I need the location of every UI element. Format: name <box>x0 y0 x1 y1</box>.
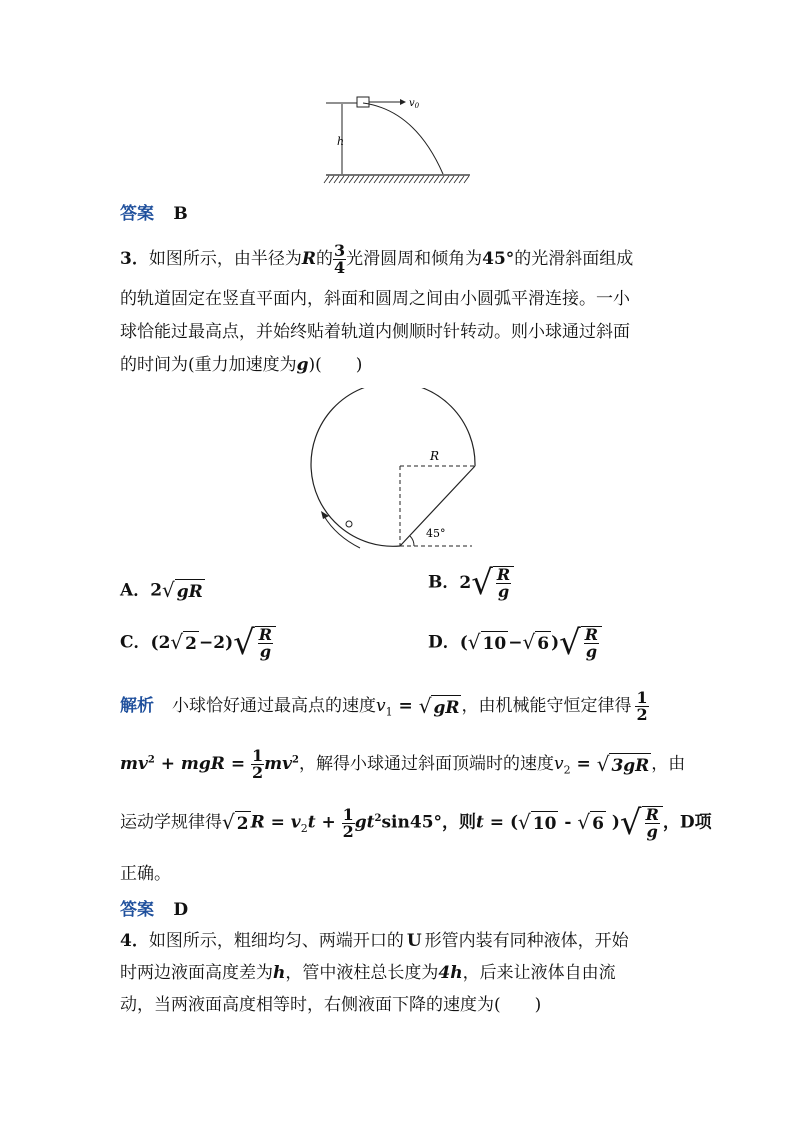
answer-value: D <box>173 900 189 920</box>
option-part: −2) <box>199 633 234 653</box>
question-number: 3． <box>120 249 149 269</box>
trajectory <box>363 103 443 174</box>
formula-sub: 2 <box>300 821 308 835</box>
option-label: A． <box>120 580 151 601</box>
circular-track <box>311 388 475 546</box>
h-symbol: h <box>273 963 286 983</box>
answer-label: 答案 <box>120 900 154 920</box>
radius-symbol: R <box>301 249 316 269</box>
formula-part: sin45°，则 <box>381 812 477 833</box>
v1-sub: 1 <box>385 705 393 719</box>
analysis-line-3 <box>120 803 712 843</box>
q4-text: ，后来让液体自由流 <box>462 963 616 983</box>
answer-2 <box>120 202 188 226</box>
formula-part: mv <box>120 754 148 774</box>
sqrt-R-over-g: √ $\frac{R}{g}$ <box>559 626 602 660</box>
formula-sup: 2 <box>292 754 299 766</box>
answer-label: 答案 <box>120 204 154 224</box>
option-part: ) <box>551 633 560 653</box>
q3-text: )( ) <box>308 355 363 375</box>
q4-line-3: 动，当两液面高度相等时，右侧液面下降的速度为( ) <box>120 995 542 1015</box>
analysis-line-4: 正确。 <box>120 864 171 884</box>
formula-sup: 2 <box>147 754 155 766</box>
sqrt-gR: √ gR <box>418 693 460 718</box>
option-c[interactable] <box>120 623 276 663</box>
option-coef: 2 <box>459 573 472 593</box>
one-half: $\frac{1}{2}$ <box>342 804 354 841</box>
option-d[interactable] <box>428 623 602 663</box>
ball <box>346 521 352 527</box>
gravity-symbol: g <box>296 355 309 375</box>
formula-part: - <box>558 812 578 833</box>
sqrt-10: √ 10 <box>518 810 557 834</box>
option-part: (2 <box>150 633 171 653</box>
sqrt-10: √ 10 <box>467 630 507 654</box>
sqrt-R-over-g: √ $\frac{R}{g}$ <box>620 806 663 840</box>
question-number: 4． <box>120 931 149 951</box>
option-part: ( <box>459 633 468 653</box>
option-a[interactable] <box>120 578 205 604</box>
option-label: C． <box>120 632 151 653</box>
circle-track-figure <box>310 388 490 553</box>
velocity-arrowhead <box>400 99 406 105</box>
three-quarters: $\frac{3}{4}$ <box>333 241 346 277</box>
q4-line-2 <box>120 961 616 985</box>
answer-3 <box>120 898 188 922</box>
answer-value: B <box>173 204 188 224</box>
analysis-line-2 <box>120 748 685 782</box>
equals: = <box>570 754 597 774</box>
formula-part: ) <box>605 812 620 833</box>
v1-symbol: v <box>376 696 386 716</box>
analysis-text: ，解得小球通过斜面顶端时的速度 <box>299 754 554 774</box>
ground-hatching <box>324 176 469 183</box>
formula-part: ，D项 <box>662 812 712 833</box>
one-half: $\frac{1}{2}$ <box>636 688 648 724</box>
v2-symbol: v <box>554 754 564 774</box>
angle-value: 45° <box>482 249 515 269</box>
q3-line-1 <box>120 243 633 276</box>
q3-text: 的光滑斜面组成 <box>514 249 634 269</box>
formula-part: + mgR = <box>154 754 252 774</box>
angle-arc <box>410 536 414 546</box>
q3-line-3: 球恰能过最高点，并始终贴着轨道内侧顺时针转动。则小球通过斜面 <box>120 322 630 342</box>
option-coef: 2 <box>150 580 163 601</box>
sqrt-R-over-g: √ $\frac{R}{g}$ <box>471 566 514 600</box>
option-label: B． <box>428 572 460 593</box>
q4-line-1 <box>120 929 629 953</box>
radius-label: R <box>430 449 440 463</box>
v0-label: $v_0$ <box>409 98 420 110</box>
formula-part: gt <box>354 812 375 833</box>
option-part: − <box>508 633 523 653</box>
q3-text: 光滑圆周和倾角为 <box>346 249 483 269</box>
analysis-text: 小球恰好通过最高点的速度 <box>172 696 376 716</box>
formula-part: mv <box>264 754 293 774</box>
equals: = <box>392 696 419 716</box>
v2-sub: 2 <box>563 763 571 777</box>
angle-label: 45° <box>426 527 446 540</box>
analysis-text: 运动学规律得 <box>120 812 222 833</box>
one-half: $\frac{1}{2}$ <box>252 746 264 782</box>
analysis-line-1 <box>120 690 649 724</box>
sqrt-2: √ 2 <box>222 810 249 834</box>
direction-arrow <box>324 516 360 548</box>
sqrt-gR: √ gR <box>162 578 203 602</box>
q4-text: 形管内装有同种液体，开始 <box>424 931 629 951</box>
formula-part: = ( <box>483 812 519 833</box>
h-label: h <box>337 135 345 148</box>
length-value: 4h <box>438 963 463 983</box>
u-symbol: U <box>406 931 422 951</box>
option-b[interactable] <box>428 563 514 603</box>
q4-text: 时两边液面高度差为 <box>120 963 273 983</box>
time-symbol: t <box>476 812 484 833</box>
q4-text: ，管中液柱总长度为 <box>285 963 439 983</box>
sqrt-6: √ 6 <box>522 630 550 654</box>
q3-line-2: 的轨道固定在竖直平面内，斜面和圆周之间由小圆弧平滑连接。一小 <box>120 289 630 309</box>
projectile-figure <box>320 92 480 188</box>
formula-sup: 2 <box>374 812 382 824</box>
q3-text: 如图所示，由半径为 <box>148 249 302 269</box>
analysis-label: 解析 <box>120 696 154 716</box>
q3-line-4 <box>120 353 362 377</box>
formula-part: t + <box>307 812 342 833</box>
sqrt-R-over-g: √ $\frac{R}{g}$ <box>233 626 276 660</box>
analysis-text: ，由机械能守恒定律得 <box>461 696 632 716</box>
analysis-text: ，由 <box>651 754 686 774</box>
q3-text: 的 <box>315 249 333 269</box>
sqrt-2: √ 2 <box>170 630 197 654</box>
formula-part: R = v <box>250 812 301 833</box>
block <box>357 97 369 107</box>
option-label: D． <box>428 632 460 653</box>
q4-text: 如图所示，粗细均匀、两端开口的 <box>148 931 404 951</box>
sqrt-3gR: √ 3gR <box>596 751 650 776</box>
sqrt-6: √ 6 <box>577 810 604 834</box>
q3-text: 的时间为(重力加速度为 <box>120 355 297 375</box>
